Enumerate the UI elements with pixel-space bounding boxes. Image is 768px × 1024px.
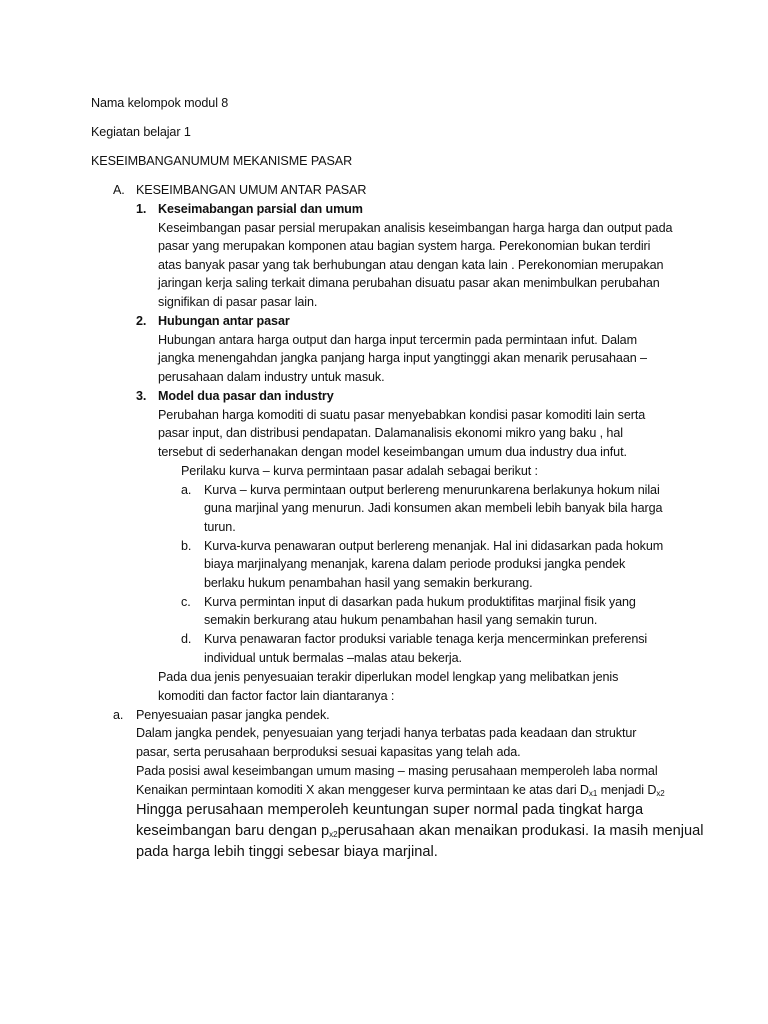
item-1-line: signifikan di pasar pasar lain. — [158, 295, 318, 309]
price-sub: x2 — [329, 830, 338, 839]
sub-item-c-line: semakin berkurang atau hukum penambahan hasil yang semakin turun. — [204, 613, 598, 627]
item-2-line: Hubungan antara harga output dan harga input tercermin pada permintaan infut. Dalam — [158, 333, 637, 347]
item-3-line: pasar input, dan distribusi pendapatan. Dalamanalisis ekonomi mikro yang baku , hal — [158, 426, 623, 440]
section-a-marker: A. — [113, 183, 125, 197]
sub-item-d-letter: d. — [181, 632, 192, 646]
item-2-number: 2. — [136, 314, 147, 328]
final-line-prefix: keseimbangan baru dengan p — [136, 823, 330, 839]
sub-item-b-letter: b. — [181, 539, 192, 553]
demand-sub-1: x1 — [588, 789, 598, 798]
sub-item-a-line: guna marjinal yang menurun. Jadi konsumen akan membeli lebih banyak bila harga — [204, 501, 663, 515]
item-2-heading: Hubungan antar pasar — [158, 314, 290, 328]
item-3-line: tersebut di sederhanakan dengan model keseimbangan umum dua industry dua infut. — [158, 445, 627, 459]
curve-intro: Perilaku kurva – kurva permintaan pasar adalah sebagai berikut : — [181, 464, 538, 478]
adjustment-line: Pada posisi awal keseimbangan umum masing – masing perusahaan memperoleh laba normal — [136, 764, 658, 778]
final-line-suffix: perusahaan akan menaikan produkasi. Ia masih menjual — [337, 823, 704, 839]
sub-item-b-line: biaya marjinalyang menanjak, karena dalam periode produksi jangka pendek — [204, 557, 626, 571]
sub-item-d-line: Kurva penawaran factor produksi variable tenaga kerja mencerminkan preferensi — [204, 632, 648, 646]
adjustment-line: pasar, serta perusahaan berproduksi sesuai kapasitas yang telah ada. — [136, 745, 521, 759]
item-1-heading: Keseimabangan parsial dan umum — [158, 202, 363, 216]
document-title: KESEIMBANGANUMUM MEKANISME PASAR — [91, 154, 353, 168]
sub-item-a-letter: a. — [181, 483, 192, 497]
sub-item-c-line: Kurva permintan input di dasarkan pada hukum produktifitas marjinal fisik yang — [204, 595, 636, 609]
adjustment-letter: a. — [113, 708, 124, 722]
closing-line: komoditi dan factor factor lain diantaranya : — [158, 689, 395, 703]
sub-item-d-line: individual untuk bermalas –malas atau bekerja. — [204, 651, 462, 665]
group-name: Nama kelompok modul 8 — [91, 96, 229, 110]
item-2-line: perusahaan dalam industry untuk masuk. — [158, 370, 385, 384]
activity-label: Kegiatan belajar 1 — [91, 125, 191, 139]
item-2-line: jangka menengahdan jangka panjang harga input yangtinggi akan menarik perusahaan – — [158, 351, 647, 365]
item-1-line: atas banyak pasar yang tak berhubungan atau dengan kata lain . Perekonomian merupakan — [158, 258, 664, 272]
sub-item-c-letter: c. — [181, 595, 191, 609]
final-line: Hingga perusahaan memperoleh keuntungan super normal pada tingkat harga — [136, 802, 644, 818]
final-line: pada harga lebih tinggi sebesar biaya marjinal. — [136, 844, 438, 860]
closing-line: Pada dua jenis penyesuaian terakir diperlukan model lengkap yang melibatkan jenis — [158, 670, 619, 684]
sub-item-b-line: berlaku hukum penambahan hasil yang semakin berkurang. — [204, 576, 533, 590]
sub-item-b-line: Kurva-kurva penawaran output berlereng menanjak. Hal ini didasarkan pada hokum — [204, 539, 664, 553]
item-3-heading: Model dua pasar dan industry — [158, 389, 334, 403]
item-3-line: Perubahan harga komoditi di suatu pasar menyebabkan kondisi pasar komoditi lain serta — [158, 408, 646, 422]
item-1-line: pasar yang merupakan komponen atau bagian system harga. Perekonomian bukan terdiri — [158, 239, 651, 253]
sub-item-a-line: Kurva – kurva permintaan output berlereng menurunkarena berlakunya hokum nilai — [204, 483, 660, 497]
item-1-line: jaringan kerja saling terkait dimana perubahan disuatu pasar akan menimbulkan perubahan — [158, 276, 660, 290]
sub-item-a-line: turun. — [204, 520, 236, 534]
item-1-number: 1. — [136, 202, 147, 216]
demand-shift-text: Kenaikan permintaan komoditi X akan menggeser kurva permintaan ke atas dari D — [136, 783, 589, 797]
adjustment-heading: Penyesuaian pasar jangka pendek. — [136, 708, 330, 722]
item-3-number: 3. — [136, 389, 147, 403]
adjustment-line: Dalam jangka pendek, penyesuaian yang terjadi hanya terbatas pada keadaan dan struktur — [136, 726, 637, 740]
section-a-heading: KESEIMBANGAN UMUM ANTAR PASAR — [136, 183, 367, 197]
demand-sub-2: x2 — [656, 789, 665, 798]
demand-shift-middle: menjadi D — [597, 783, 657, 797]
item-1-line: Keseimbangan pasar persial merupakan analisis keseimbangan harga harga dan output pada — [158, 221, 673, 235]
